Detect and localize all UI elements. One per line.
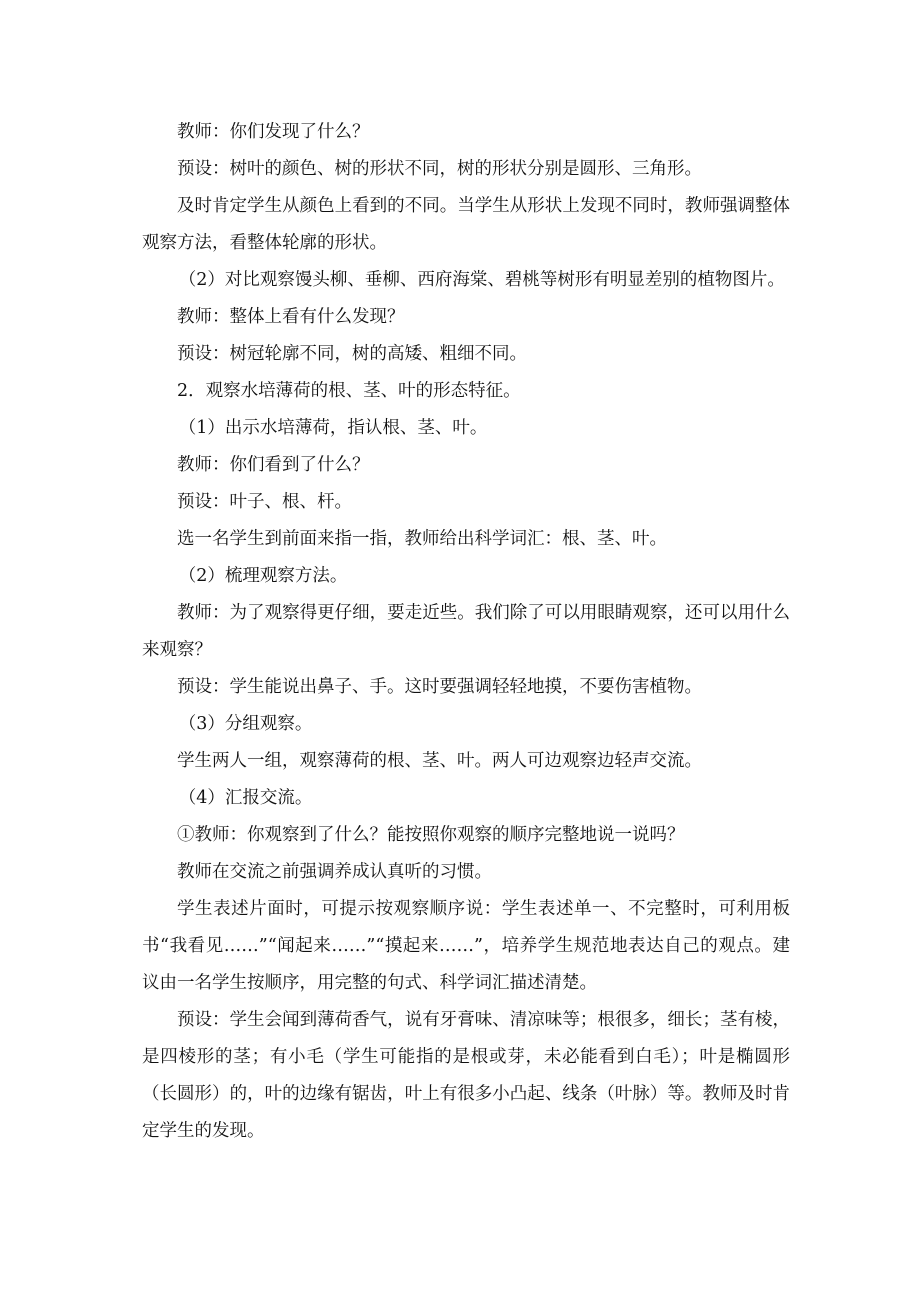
paragraph-expected-answer-5: 预设：学生会闻到薄荷香气，说有牙膏味、清凉味等；根很多，细长；茎有棱，是四棱形的茎；有小毛（学生可能指的是根或芽，未必能看到白毛）；叶是椭圆形（长圆形）的，叶的边缘有锯齿，叶上有很多小凸起、线条（叶脉）等。教师及时肯定学生的发现。 <box>142 1010 790 1141</box>
paragraph-group-instructions: 学生两人一组，观察薄荷的根、茎、叶。两人可边观察边轻声交流。 <box>177 751 702 771</box>
paragraph-expected-answer-4: 预设：学生能说出鼻子、手。这时要强调轻轻地摸，不要伤害植物。 <box>177 677 702 697</box>
paragraph-expected-answer-1: 预设：树叶的颜色、树的形状不同，树的形状分别是圆形、三角形。 <box>177 159 702 179</box>
paragraph-step-compare-trees: （2）对比观察馒头柳、垂柳、西府海棠、碧桃等树形有明显差别的植物图片。 <box>178 270 785 290</box>
section-heading-mint: 2．观察水培薄荷的根、茎、叶的形态特征。 <box>177 381 521 401</box>
paragraph-listening-habit: 教师在交流之前强调养成认真听的习惯。 <box>177 862 492 882</box>
paragraph-expected-answer-2: 预设：树冠轮廓不同，树的高矮、粗细不同。 <box>177 344 527 364</box>
paragraph-teacher-question-3: 教师：你们看到了什么？ <box>177 455 370 475</box>
document-body <box>142 114 790 1150</box>
paragraph-step-group-observe: （3）分组观察。 <box>178 714 313 734</box>
paragraph-step-show-mint: （1）出示水培薄荷，指认根、茎、叶。 <box>178 418 488 438</box>
paragraph-expected-answer-3: 预设：叶子、根、杆。 <box>177 492 352 512</box>
paragraph-student-point: 选一名学生到前面来指一指，教师给出科学词汇：根、茎、叶。 <box>177 529 667 549</box>
paragraph-teacher-question-2: 教师：整体上看有什么发现？ <box>177 307 405 327</box>
paragraph-prompting-guidance: 学生表述片面时，可提示按观察顺序说：学生表述单一、不完整时，可利用板书“我看见……”“闻起来……”“摸起来……”，培养学生规范地表达自己的观点。建议由一名学生按顺序，用完整的句式、科学词汇描述清楚。 <box>142 899 790 993</box>
paragraph-teacher-question-1: 教师：你们发现了什么？ <box>177 122 370 142</box>
paragraph-teacher-question-4: 教师：为了观察得更仔细，要走近些。我们除了可以用眼睛观察，还可以用什么来观察？ <box>142 603 790 660</box>
paragraph-step-methods: （2）梳理观察方法。 <box>178 566 348 586</box>
paragraph-step-report: （4）汇报交流。 <box>178 788 313 808</box>
paragraph-teacher-guidance-1: 及时肯定学生从颜色上看到的不同。当学生从形状上发现不同时，教师强调整体观察方法，看整体轮廓的形状。 <box>142 196 790 253</box>
paragraph-teacher-question-5: ①教师：你观察到了什么？能按照你观察的顺序完整地说一说吗？ <box>177 825 685 845</box>
